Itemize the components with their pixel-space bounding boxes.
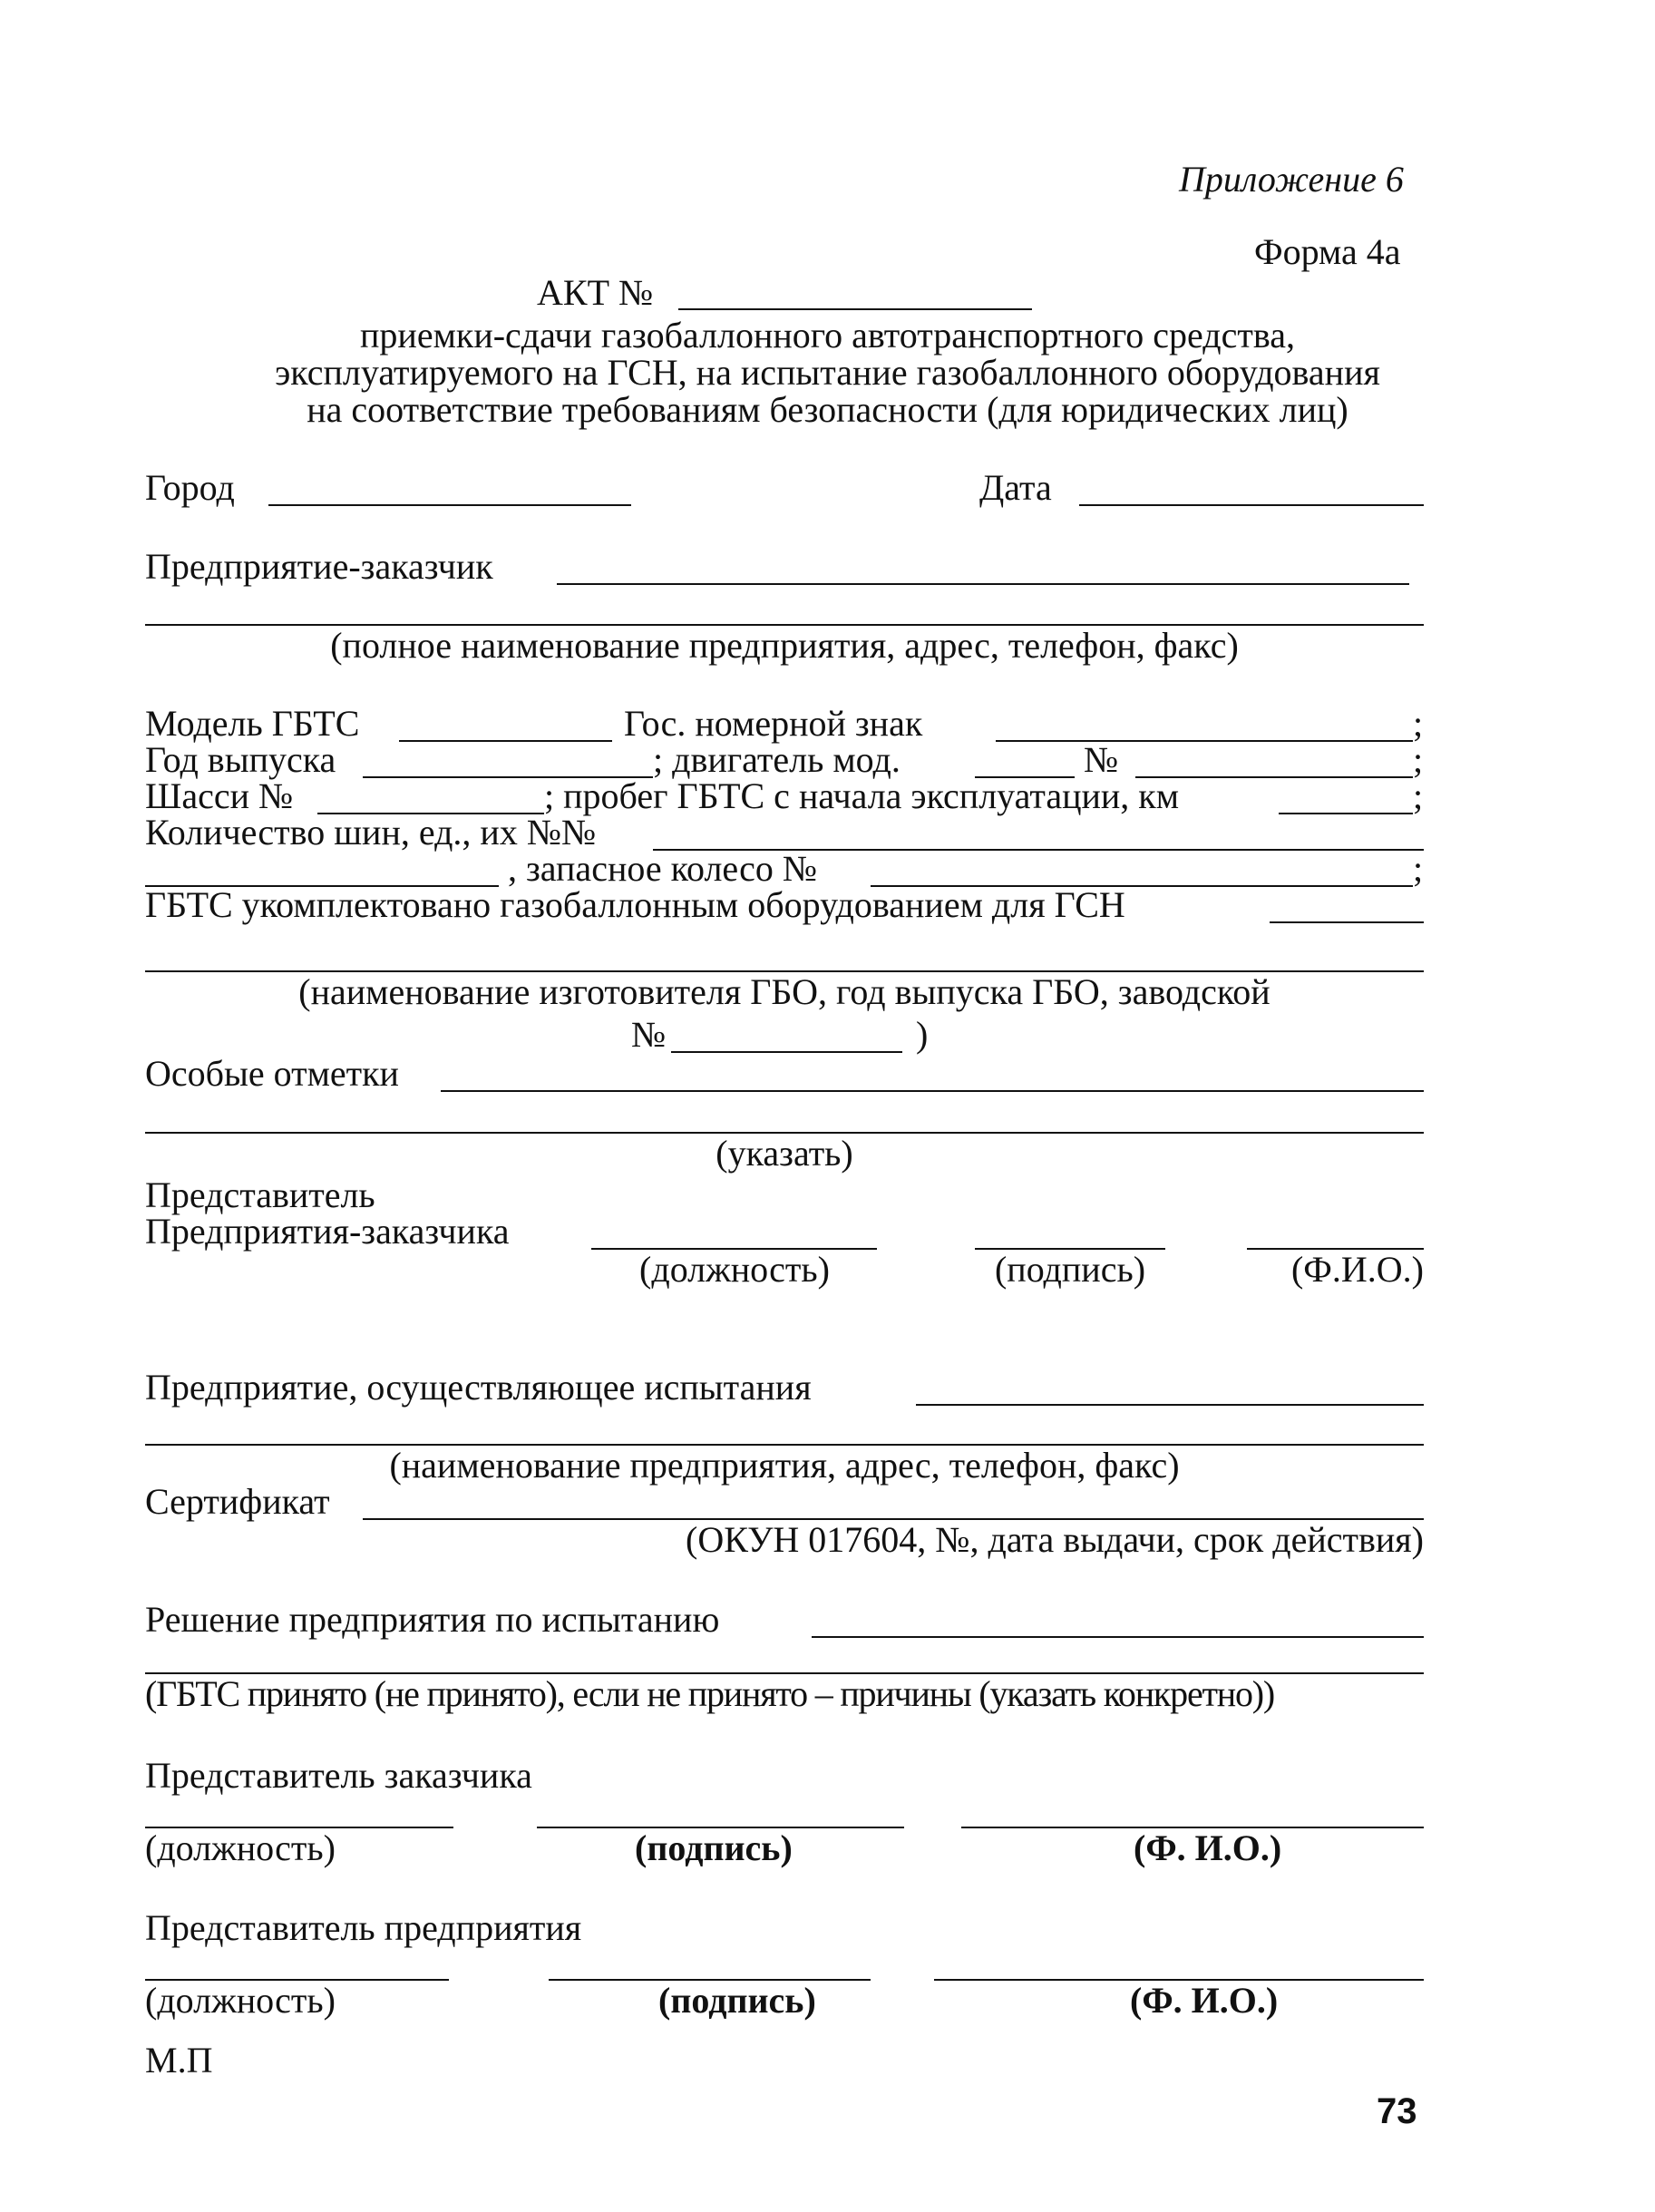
customer-rep-signature-hint: (подпись): [635, 1827, 793, 1868]
doc-title-line1: приемки-сдачи газобаллонного автотранспортного средства,: [360, 315, 1295, 356]
equipped-field[interactable]: [1270, 921, 1424, 923]
plate-field[interactable]: [996, 740, 1413, 742]
customer-rep-fio-hint: (Ф. И.О.): [1134, 1827, 1282, 1868]
equipped-label: ГБТС укомплектовано газобаллонным оборудованием для ГСН: [145, 884, 1125, 925]
page-number: 73: [1377, 2091, 1417, 2131]
rep-label: Представитель: [145, 1174, 375, 1215]
doc-title-line2: эксплуатируемого на ГСН, на испытание газобаллонного оборудования: [275, 352, 1380, 393]
cert-label: Сертификат: [145, 1481, 330, 1522]
year-label: Год выпуска: [145, 739, 336, 780]
company-rep-fio-hint: (Ф. И.О.): [1130, 1980, 1279, 2021]
cert-hint: (ОКУН 017604, №, дата выдачи, срок действия): [686, 1519, 1424, 1560]
company-rep-position-hint: (должность): [145, 1980, 336, 2021]
semicolon-4: ;: [1413, 848, 1424, 889]
notes-field[interactable]: [441, 1090, 1424, 1092]
gbo-no-label: №: [631, 1014, 667, 1055]
plate-label: Гос. номерной знак: [624, 703, 923, 744]
semicolon-2: ;: [1413, 739, 1424, 780]
appendix-label: Приложение 6: [1179, 159, 1404, 200]
semicolon-3: ;: [1413, 775, 1424, 816]
date-field[interactable]: [1079, 504, 1424, 506]
stamp-label: М.П: [145, 2040, 213, 2080]
customer-hint: (полное наименование предприятия, адрес, телефон, факс): [330, 625, 1239, 666]
chassis-label: Шасси №: [145, 775, 294, 816]
form-label: Форма 4а: [1254, 231, 1401, 272]
rep-position-hint: (должность): [639, 1249, 830, 1290]
model-label: Модель ГБТС: [145, 703, 360, 744]
mileage-field[interactable]: [1279, 813, 1413, 814]
mileage-label: ; пробег ГБТС с начала эксплуатации, км: [544, 775, 1180, 816]
doc-title-line3: на соответствие требованиям безопасности (для юридических лиц): [307, 389, 1348, 430]
act-title: АКТ №: [537, 272, 654, 313]
date-label: Дата: [979, 467, 1052, 508]
semicolon-1: ;: [1413, 703, 1424, 744]
engine-label: ; двигатель мод.: [653, 739, 901, 780]
spare-label: , запасное колесо №: [508, 848, 818, 889]
rep-signature-hint: (подпись): [994, 1249, 1146, 1290]
company-rep-label: Представитель предприятия: [145, 1907, 582, 1948]
tester-field[interactable]: [916, 1404, 1424, 1406]
engine-no-label: №: [1084, 739, 1119, 780]
customer-field[interactable]: [557, 583, 1409, 585]
customer-label: Предприятие-заказчик: [145, 546, 493, 587]
rep-fio-hint: (Ф.И.О.): [1290, 1249, 1424, 1290]
tester-label: Предприятие, осуществляющее испытания: [145, 1367, 812, 1408]
customer-rep-label: Представитель заказчика: [145, 1755, 532, 1796]
gbo-hint: (наименование изготовителя ГБО, год выпуска ГБО, заводской: [298, 971, 1270, 1012]
act-number-line[interactable]: [678, 308, 1032, 310]
model-field[interactable]: [399, 740, 612, 742]
company-rep-signature-hint: (подпись): [658, 1980, 816, 2021]
decision-label: Решение предприятия по испытанию: [145, 1599, 720, 1640]
tires-label: Количество шин, ед., их №№: [145, 812, 597, 853]
notes-label: Особые отметки: [145, 1053, 399, 1094]
decision-field[interactable]: [812, 1636, 1424, 1638]
gbo-serial-field[interactable]: [671, 1051, 902, 1053]
rep-customer-label: Предприятия-заказчика: [145, 1211, 510, 1252]
customer-rep-position-hint: (должность): [145, 1827, 336, 1868]
tester-hint: (наименование предприятия, адрес, телефон, факс): [389, 1445, 1180, 1486]
city-field[interactable]: [268, 504, 631, 506]
decision-hint: (ГБТС принято (не принято), если не принято – причины (указать конкретно)): [145, 1673, 1275, 1714]
notes-hint: (указать): [716, 1133, 853, 1174]
gbo-hint-close: ): [916, 1014, 929, 1055]
city-label: Город: [145, 467, 235, 508]
